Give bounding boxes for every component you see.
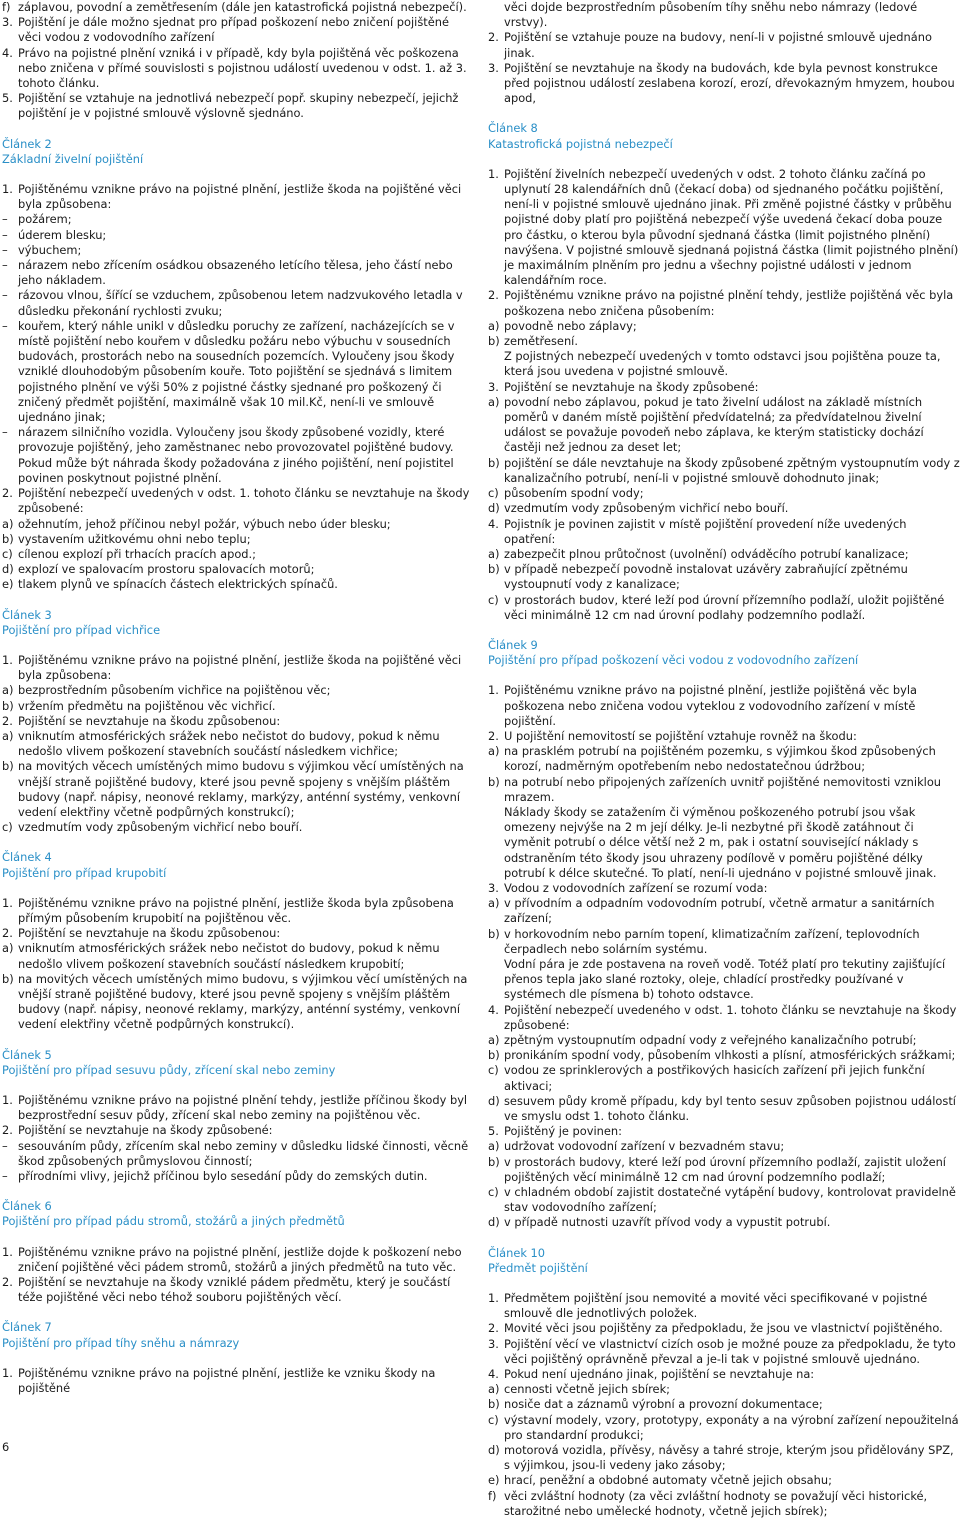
item-marker: c)	[488, 486, 499, 501]
list-item	[2, 0, 475, 15]
item-text: Právo na pojistné plnění vzniká i v případě, kdy byla pojištěná věc poškozena nebo zničena v přímé souvislosti s pojistnou událostí uvedenou v odst. 1. až 3. tohoto článku.	[18, 45, 467, 91]
item-text: Vodní pára je zde postavena na roveň vodě. Totéž platí pro tekutiny zajišťující přenos tepla jako slané roztoky, oleje, chladící prostředky používané v systémech dle písmena b) tohoto odstavce.	[504, 956, 946, 1002]
article-number: Článek 10	[488, 1245, 546, 1260]
item-text: Pojištění se nevztahuje na škodu způsobenou:	[18, 926, 281, 941]
item-marker: 1.	[2, 895, 13, 910]
item-marker: –	[2, 318, 8, 333]
item-text: Vodou z vodovodních zařízení se rozumí voda:	[504, 880, 768, 895]
section-spacer	[488, 152, 960, 167]
right-column	[488, 0, 960, 1519]
item-text: Z pojistných nebezpečí uvedených v tomto odstavci jsou pojištěna pouze ta, která jsou uvedena v pojistné smlouvě.	[504, 349, 941, 379]
list-item	[488, 319, 960, 334]
article-title: Základní živelní pojištění	[2, 151, 144, 166]
item-marker: 5.	[488, 1124, 499, 1139]
list-item	[2, 288, 475, 318]
section-spacer	[2, 638, 475, 653]
item-text: vzedmutím vody způsobeným vichřicí nebo bouří.	[18, 820, 303, 835]
item-marker: 2.	[488, 1321, 499, 1336]
item-marker: a)	[2, 516, 14, 531]
list-item	[488, 775, 960, 805]
item-text: vodou ze sprinklerových a postřikových hasicích zařízení při jejich funkční aktivaci;	[504, 1063, 925, 1093]
section-spacer	[2, 1033, 475, 1048]
item-marker: b)	[488, 334, 500, 349]
item-text: Pojištění se vztahuje pouze na budovy, není-li v pojistné smlouvě ujednáno jinak.	[504, 30, 932, 60]
item-text: Pojištěnému vznikne právo na pojistné plnění, jestliže dojde k poškození nebo zničení pojištěné věci pádem stromů, stožárů a jiných předmětů na tuto věc.	[18, 1244, 462, 1274]
item-text: na movitých věcech umístěných mimo budovu, s výjimkou věcí umístěných na vnější straně pojištěné budovy, které jsou pevně spojeny s vnějším pláštěm budovy (např. nápisy, neonové reklamy, markýzy, anténní systémy, venkovní vedení elektřiny včetně podpůrných konstrukcí).	[18, 971, 468, 1032]
section-spacer	[488, 106, 960, 121]
item-text: věci dojde bezprostředním působením tíhy sněhu nebo námrazy (ledové vrstvy).	[504, 0, 918, 30]
item-marker: b)	[488, 562, 500, 577]
item-marker: –	[2, 227, 8, 242]
list-item	[488, 1139, 960, 1154]
item-marker: b)	[488, 1154, 500, 1169]
item-marker: 3.	[488, 1336, 499, 1351]
list-item	[2, 820, 475, 835]
item-text: Pojištěnému vznikne právo na pojistné plnění, jestliže škoda na pojištěné věci byla způsobena:	[18, 652, 462, 683]
list-item	[488, 334, 960, 349]
item-marker: 3.	[488, 379, 499, 394]
list-item	[2, 547, 475, 562]
item-marker: d)	[488, 1215, 500, 1230]
list-item	[488, 30, 960, 60]
item-marker: 3.	[488, 880, 499, 895]
item-text: pronikáním spodní vody, působením vlhkosti a plísní, atmosférických srážkami;	[504, 1048, 956, 1063]
item-marker: b)	[2, 698, 14, 713]
item-text: povodní nebo záplavou, pokud je tato živelní událost na základě místních poměrů v daném místě pojištění předvídatelná; za předvídatelnou živelní událost se považuje povodeň nebo záplava, ke kterým statisticky dochází častěji než jednou za deset let;	[504, 394, 924, 455]
item-text: motorová vozidla, přívěsy, návěsy a tahré stroje, kterým jsou přidělovány SPZ, s výjimkou, jsou-li vedeny jako zásoby;	[504, 1443, 954, 1473]
item-text: úderem blesku;	[18, 227, 107, 242]
item-marker: a)	[488, 394, 500, 409]
list-item	[2, 1139, 475, 1169]
list-item	[488, 395, 960, 456]
item-text: vystavením užitkovému ohni nebo teplu;	[18, 531, 251, 546]
item-text: cílenou explozí při trhacích pracích apod.;	[18, 546, 256, 561]
section-spacer	[2, 1184, 475, 1199]
list-item	[2, 1275, 475, 1305]
item-text: v horkovodním nebo parním topení, klimatizačním zařízení, teplovodních čerpadlech nebo solárním systému.	[504, 926, 920, 956]
list-item	[488, 1321, 960, 1336]
item-marker: 4.	[2, 45, 13, 60]
list-item	[2, 699, 475, 714]
list-item	[488, 1382, 960, 1397]
item-text: Pojištěnému vznikne právo na pojistné plnění, jestliže škoda na pojištěné věci byla způsobena:	[18, 182, 462, 212]
list-item	[2, 562, 475, 577]
item-marker: –	[2, 242, 8, 257]
list-item	[488, 1094, 960, 1124]
item-text: vržením předmětu na pojištěnou věc vichřicí.	[18, 698, 276, 713]
item-text: Pojištěnému vznikne právo na pojistné plnění, jestliže škoda byla způsobena přímým působením krupobití na pojištěnou věc.	[18, 895, 454, 925]
list-item	[488, 1155, 960, 1185]
article-number: Článek 2	[2, 136, 52, 151]
item-text: hrací, peněžní a obdobné automaty včetně jejich obsahu;	[504, 1473, 832, 1488]
list-item	[2, 243, 475, 258]
item-marker: 4.	[488, 516, 499, 531]
item-text: cennosti včetně jejich sbírek;	[504, 1382, 670, 1397]
list-item	[2, 486, 475, 516]
item-text: Pojištění se vztahuje na jednotlivá nebezpečí popř. skupiny nebezpečí, jejichž pojištění je v pojistné smlouvě výslovně sjednáno.	[18, 91, 459, 121]
item-text: nárazem silničního vozidla. Vyloučeny jsou škody způsobené vozidly, které provozuje pojištěný, jeho zaměstnanec nebo provozovatel pojištěné budovy. Pokud může být náhrada škody požadována z jiného pojištění, není pojistitel povinen poskytnout pojistné plnění.	[18, 425, 454, 485]
item-text: Pojištěnému vznikne právo na pojistné plnění, jestliže ke vzniku škody na pojištěné	[18, 1365, 436, 1396]
item-marker: –	[2, 1169, 8, 1184]
list-item	[488, 61, 960, 107]
item-text: Pojištění se nevztahuje na škody na budovách, kde byla pevnost konstrukce před pojistnou událostí zeslabena korozí, erozí, dřevokazným hmyzem, houbou apod,	[504, 60, 955, 106]
item-marker: –	[2, 258, 8, 273]
item-text: povodně nebo záplavy;	[504, 318, 637, 333]
item-marker: c)	[488, 1185, 499, 1200]
item-text: pojištění se dále nevztahuje na škody způsobené zpětným vystoupnutím vody z kanalizačního potrubí, není-li v pojistné smlouvě dohodnuto jinak;	[504, 455, 960, 485]
list-item	[2, 228, 475, 243]
list-item	[488, 1413, 960, 1443]
item-marker: 2.	[2, 1123, 13, 1138]
article-title: Pojištění pro případ tíhy sněhu a námrazy	[2, 1335, 240, 1350]
list-item	[488, 1473, 960, 1488]
item-marker: –	[2, 212, 8, 227]
item-text: přírodními vlivy, jejichž příčinou bylo sesedání půdy do zemských dutin.	[18, 1169, 428, 1184]
section-spacer	[2, 881, 475, 896]
article-title: Pojištění pro případ krupobití	[2, 865, 167, 880]
article-heading	[2, 1320, 475, 1350]
item-marker: –	[2, 425, 8, 440]
item-marker: c)	[2, 820, 13, 835]
article-number: Článek 9	[488, 637, 538, 652]
item-marker: b)	[488, 1397, 500, 1412]
item-text: Pojištěnému vznikne právo na pojistné plnění tehdy, jestliže pojištěná věc byla poškozena nebo zničena působením:	[504, 288, 954, 318]
item-text: sesuvem půdy kromě případu, kdy byl tento sesuv způsoben pojistnou událostí ve smyslu odst 1. tohoto článku.	[504, 1093, 956, 1124]
item-marker: a)	[488, 1382, 500, 1397]
article-heading	[2, 850, 475, 880]
item-marker: d)	[488, 501, 500, 516]
item-marker: e)	[488, 1473, 500, 1488]
item-text: v případě nebezpečí povodně instalovat uzávěry zabraňující zpětnému vystoupnutí vody z kanalizace;	[504, 562, 908, 592]
item-text: Pojištěnému vznikne právo na pojistné plnění, jestliže pojištěná věc byla poškozena nebo zničena vodou vyteklou z vodovodního zařízení v místě pojištění.	[504, 683, 917, 728]
list-item	[488, 683, 960, 729]
list-item	[2, 896, 475, 926]
item-text: Náklady škody se zatažením či výměnou poškozeného potrubí jsou však omezeny nejvýše na 2 m její délky. Je-li nezbytné při škodě zatáhnout či vyměnit potrubí o délce větší než 2 m, pak i ostatní související náklady s odstraněním této škody jsou uhrazeny podílově v poměru pojištěné délky potrubí k délce skutečné. To platí, není-li ujednáno v pojistné smlouvě jinak.	[504, 804, 937, 880]
section-spacer	[2, 122, 475, 137]
list-item	[488, 167, 960, 289]
item-text: v případě nutnosti uzavřít přívod vody a vypustit potrubí.	[504, 1215, 831, 1230]
section-spacer	[2, 167, 475, 182]
paragraph	[488, 805, 960, 881]
item-marker: 3.	[2, 15, 13, 30]
item-text: Pojištění je dále možno sjednat pro případ poškození nebo zničení pojištěné věci vodou z vodovodního zařízení	[18, 15, 449, 45]
section-spacer	[2, 593, 475, 608]
item-marker: d)	[488, 1443, 500, 1458]
item-marker: a)	[488, 546, 500, 561]
list-item	[488, 1033, 960, 1048]
item-marker: –	[2, 288, 8, 303]
list-item	[488, 1291, 960, 1321]
item-text: vniknutím atmosférických srážek nebo nečistot do budovy, pokud k němu nedošlo vlivem poškození stavebních součástí následkem krupobití;	[18, 941, 440, 971]
item-marker: b)	[2, 971, 14, 986]
item-text: Pojištění se nevztahuje na škodu způsobenou:	[18, 713, 281, 728]
item-text: Pojištění nebezpečí uvedených v odst. 1. tohoto článku se nevztahuje na škody způsobené:	[18, 486, 470, 516]
item-marker: d)	[488, 1093, 500, 1108]
item-text: záplavou, povodní a zemětřesením (dále jen katastrofická pojistná nebezpečí).	[18, 0, 467, 14]
section-spacer	[2, 1351, 475, 1366]
item-text: na movitých věcech umístěných mimo budovu s výjimkou věcí umístěných na vnější straně pojištěné budovy, které jsou pevně spojeny s vnějším pláštěm budovy (např. nápisy, neonové reklamy, markýzy, anténní systémy, venkovní vedení elektřiny včetně podpůrných konstrukcí);	[18, 759, 464, 819]
article-heading	[2, 1199, 475, 1229]
list-item	[488, 1443, 960, 1473]
item-marker: e)	[2, 577, 14, 592]
item-text: zemětřesení.	[504, 334, 578, 349]
article-title: Pojištění pro případ poškození věci vodou z vodovodního zařízení	[488, 653, 859, 668]
list-item	[488, 1215, 960, 1230]
paragraph	[488, 0, 960, 30]
item-text: v prostorách budov, které leží pod úrovní přízemního podlaží, uložit pojištěné věci minimálně 12 cm nad úrovní podlahy podzemního podlaží.	[504, 592, 945, 622]
item-marker: a)	[488, 1033, 500, 1047]
item-text: Pojištění živelních nebezpečí uvedených v odst. 2 tohoto článku začíná po uplynutí 28 kalendářních dnů (čekací doba) od sjednaného počátku pojištění, není-li v pojistné smlouvě ujednáno jinak. Při změně pojistné částky v průběhu pojistné doby platí pro pojištěná nebezpečí výše uvedená čekací doba pouze pro částku, o kterou byla původní sjednaná částka (limit pojistného plnění) navýšena. V pojistné smlouvě sjednaná pojistná částka (limit pojistného plnění) je maximálním plněním pro jednu a všechny pojistné události v jednom kalendářním roce.	[504, 166, 959, 288]
list-item	[488, 1489, 960, 1519]
item-marker: a)	[2, 728, 14, 743]
section-spacer	[2, 835, 475, 850]
item-marker: a)	[488, 896, 500, 911]
article-title: Pojištění pro případ sesuvu půdy, zřícení skal nebo zeminy	[2, 1062, 336, 1077]
article-heading	[2, 137, 475, 167]
paragraph	[488, 957, 960, 1003]
article-heading	[488, 1246, 960, 1276]
article-heading	[488, 121, 960, 151]
list-item	[2, 1245, 475, 1275]
article-heading	[2, 1048, 475, 1078]
article-heading	[488, 638, 960, 668]
list-item	[2, 1093, 475, 1123]
list-item	[2, 1123, 475, 1138]
list-item	[2, 972, 475, 1033]
list-item	[2, 91, 475, 121]
item-text: v přívodním a odpadním vodovodním potrubí, včetně armatur a sanitárních zařízení;	[504, 896, 935, 926]
item-text: vzedmutím vody způsobeným vichřicí nebo bouří.	[504, 501, 789, 516]
paragraph	[488, 349, 960, 379]
item-marker: 2.	[2, 1275, 13, 1290]
item-marker: a)	[488, 318, 500, 333]
list-item	[488, 1063, 960, 1093]
item-marker: 2.	[488, 288, 499, 303]
item-text: věci zvláštní hodnoty (za věci zvláštní hodnoty se považují věci historické, starožitné nebo umělecké hodnoty, včetně jejich sbírek);	[504, 1488, 928, 1518]
article-title: Pojištění pro případ pádu stromů, stožárů a jiných předmětů	[2, 1214, 345, 1229]
section-spacer	[2, 1305, 475, 1320]
item-text: na prasklém potrubí na pojištěném pozemku, s výjimkou škod způsobených korozí, nadměrným opotřebením nebo nedostatečnou údržbou;	[504, 744, 936, 774]
list-item	[2, 182, 475, 212]
list-item	[488, 1003, 960, 1033]
list-item	[2, 425, 475, 486]
list-item	[488, 881, 960, 896]
item-text: nosiče dat a záznamů výrobní a provozní dokumentace;	[504, 1397, 823, 1412]
item-marker: 5.	[2, 91, 13, 106]
item-text: Pojištění věcí ve vlastnictví cizích osob je možné pouze za předpokladu, že tyto věci pojištěný oprávněně převzal a je-li tak v pojistné smlouvě ujednáno.	[504, 1336, 956, 1366]
list-item	[2, 1169, 475, 1184]
list-item	[488, 547, 960, 562]
list-item	[488, 486, 960, 501]
item-text: sesouváním půdy, zřícením skal nebo zeminy v důsledku lidské činnosti, věcně škod způsobených průmyslovou činností;	[18, 1138, 469, 1168]
list-item	[488, 380, 960, 395]
list-item	[2, 1366, 475, 1396]
list-item	[2, 15, 475, 45]
item-marker: a)	[2, 683, 14, 698]
list-item	[2, 926, 475, 941]
item-marker: b)	[2, 531, 14, 546]
item-text: Pojištěný je povinen:	[504, 1124, 622, 1139]
item-text: explozí ve spalovacím prostoru spalovacích motorů;	[18, 562, 315, 577]
item-marker: 2.	[2, 713, 13, 728]
section-spacer	[2, 1078, 475, 1093]
item-marker: b)	[488, 774, 500, 789]
list-item	[488, 1397, 960, 1412]
list-item	[2, 46, 475, 92]
item-marker: 4.	[488, 1002, 499, 1017]
list-item	[488, 562, 960, 592]
section-spacer	[488, 623, 960, 638]
list-item	[488, 927, 960, 957]
list-item	[2, 258, 475, 288]
list-item	[2, 714, 475, 729]
list-item	[488, 1048, 960, 1063]
article-title: Katastrofická pojistná nebezpečí	[488, 136, 673, 151]
list-item	[488, 896, 960, 926]
list-item	[488, 456, 960, 486]
item-marker: 2.	[2, 486, 13, 501]
item-marker: c)	[488, 1412, 499, 1427]
article-title: Pojištění pro případ vichřice	[2, 622, 161, 637]
item-marker: c)	[488, 592, 499, 607]
item-marker: f)	[488, 1488, 497, 1503]
article-number: Článek 8	[488, 121, 538, 136]
item-marker: 2.	[488, 728, 499, 743]
item-marker: 1.	[2, 1365, 13, 1380]
article-number: Článek 5	[2, 1047, 52, 1062]
section-spacer	[488, 1276, 960, 1291]
list-item	[2, 319, 475, 425]
list-item	[488, 501, 960, 516]
item-marker: c)	[488, 1063, 499, 1078]
item-marker: 1.	[488, 1291, 499, 1306]
item-text: zabezpečit plnou průtočnost (uvolnění) odváděcího potrubí kanalizace;	[504, 546, 909, 561]
item-marker: d)	[2, 562, 14, 577]
left-column	[2, 0, 475, 1396]
list-item	[488, 1185, 960, 1215]
section-spacer	[2, 1230, 475, 1245]
item-marker: c)	[2, 546, 13, 561]
item-text: kouřem, který náhle unikl v důsledku poruchy ze zařízení, nacházejících se v místě pojištění nebo kouřem v důsledku požáru nebo výbuchu v sousedních budovách, prostorách nebo na sousedních pozemcích. Vyloučeny jsou škody vzniklé dlouhodobým působením kouře. Toto pojištění se sjednává s limitem pojistného plnění ve výši 50% z pojistné částky sjednané pro poškozený či zničený předmět pojištění, maximálně však 10 mil.Kč, není-li ve smlouvě ujednáno jinak;	[18, 318, 455, 425]
item-text: Pojištění se nevztahuje na škody způsobené:	[18, 1123, 273, 1138]
item-text: Movité věci jsou pojištěny za předpokladu, že jsou ve vlastnictví pojištěného.	[504, 1321, 943, 1336]
item-marker: b)	[2, 759, 14, 774]
item-marker: 2.	[2, 926, 13, 941]
item-text: požárem;	[18, 212, 72, 227]
item-text: ožehnutím, jehož příčinou nebyl požár, výbuch nebo úder blesku;	[18, 516, 391, 531]
list-item	[2, 577, 475, 592]
list-item	[488, 288, 960, 318]
item-text: zpětným vystoupnutím odpadní vody z veřejného kanalizačního potrubí;	[504, 1033, 917, 1047]
item-marker: f)	[2, 0, 11, 14]
list-item	[2, 683, 475, 698]
item-marker: 1.	[2, 652, 13, 667]
article-number: Článek 7	[2, 1320, 52, 1335]
list-item	[488, 744, 960, 774]
item-text: na potrubí nebo připojených zařízeních uvnitř pojištěné nemovitosti vzniklou mrazem.	[504, 774, 942, 804]
item-text: Pojištění se nevztahuje na škody způsobené:	[504, 379, 759, 394]
item-marker: b)	[488, 455, 500, 470]
list-item	[2, 759, 475, 820]
item-text: Předmětem pojištění jsou nemovité a movité věci specifikované v pojistné smlouvě dle jednotlivých položek.	[504, 1291, 928, 1321]
list-item	[488, 517, 960, 547]
item-marker: 1.	[488, 683, 499, 698]
list-item	[488, 729, 960, 744]
list-item	[488, 1124, 960, 1139]
list-item	[2, 941, 475, 971]
item-text: udržovat vodovodní zařízení v bezvadném stavu;	[504, 1139, 785, 1154]
item-marker: 2.	[488, 30, 499, 45]
item-text: Pojištění nebezpečí uvedeného v odst. 1. tohoto článku se nevztahuje na škody způsobené:	[504, 1002, 957, 1032]
list-item	[2, 653, 475, 683]
article-number: Článek 6	[2, 1199, 52, 1214]
item-text: U pojištění nemovitostí se pojištění vztahuje rovněž na škodu:	[504, 728, 857, 743]
list-item	[2, 729, 475, 759]
item-text: nárazem nebo zřícením osádkou obsazeného letícího tělesa, jeho částí nebo jeho nákladem.	[18, 258, 453, 288]
item-marker: –	[2, 1138, 8, 1153]
list-item	[488, 1367, 960, 1382]
item-text: Pojištěnému vznikne právo na pojistné plnění tehdy, jestliže příčinou škody byl bezprostřední sesuv půdy, zřícení skal nebo zeminy na pojištěnou věc.	[18, 1093, 468, 1123]
list-item	[488, 1337, 960, 1367]
item-marker: 1.	[2, 1244, 13, 1259]
list-item	[2, 212, 475, 227]
item-marker: b)	[488, 926, 500, 941]
page-number: 6	[2, 1440, 10, 1454]
list-item	[2, 517, 475, 532]
item-marker: 1.	[2, 182, 13, 197]
item-text: výstavní modely, vzory, prototypy, exponáty a na výrobní zařízení nepoužitelná pro standardní produkci;	[504, 1412, 959, 1442]
item-text: v chladném období zajistit dostatečné vytápění budovy, kontrolovat pravidelně stav vodovodního zařízení;	[504, 1185, 956, 1215]
item-marker: 3.	[488, 60, 499, 75]
item-marker: a)	[488, 744, 500, 759]
item-text: Pokud není ujednáno jinak, pojištění se nevztahuje na:	[504, 1367, 815, 1382]
list-item	[488, 593, 960, 623]
list-item	[2, 532, 475, 547]
item-text: Pojistník je povinen zajistit v místě pojištění provedení níže uvedených opatření:	[504, 516, 907, 546]
item-text: vniknutím atmosférických srážek nebo nečistot do budovy, pokud k němu nedošlo vlivem poškození stavebních součástí následkem vichřice;	[18, 728, 440, 759]
item-text: bezprostředním působením vichřice na pojištěnou věc;	[18, 683, 331, 698]
item-text: Pojištění se nevztahuje na škody vzniklé pádem předmětu, který je součástí téže pojištěné věci nebo téhož souboru pojištěných věcí.	[18, 1275, 451, 1305]
item-marker: 4.	[488, 1367, 499, 1382]
item-text: rázovou vlnou, šířící se vzduchem, způsobenou letem nadzvukového letadla v důsledku překonání rychlosti zvuku;	[18, 288, 463, 318]
article-heading	[2, 608, 475, 638]
article-title: Předmět pojištění	[488, 1260, 588, 1275]
item-text: výbuchem;	[18, 242, 82, 257]
item-marker: 1.	[488, 166, 499, 181]
article-number: Článek 4	[2, 850, 52, 865]
item-text: tlakem plynů ve spínacích částech elektrických spínačů.	[18, 577, 338, 592]
section-spacer	[488, 668, 960, 683]
section-spacer	[488, 1231, 960, 1246]
article-number: Článek 3	[2, 607, 52, 622]
item-marker: b)	[488, 1048, 500, 1063]
item-text: působením spodní vody;	[504, 486, 644, 501]
item-marker: 1.	[2, 1093, 13, 1107]
item-marker: a)	[488, 1139, 500, 1154]
item-text: v prostorách budovy, které leží pod úrovní přízemního podlaží, zajistit uložení pojištěných věcí minimálně 12 cm nad úrovní podzemního podlaží;	[504, 1154, 946, 1184]
item-marker: a)	[2, 941, 14, 956]
